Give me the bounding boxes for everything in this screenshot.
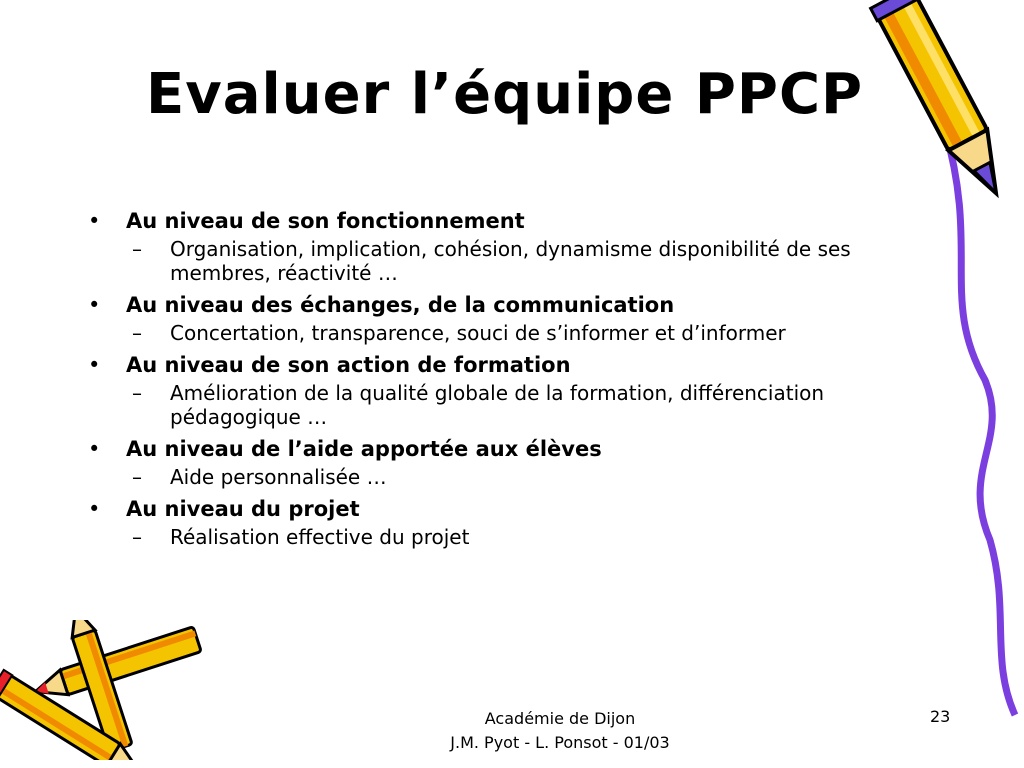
- bullet-heading: Au niveau de son action de formation: [126, 353, 571, 377]
- list-item: [88, 349, 928, 429]
- bullet-heading: Au niveau des échanges, de la communication: [126, 293, 675, 317]
- pencil-icon: [840, 0, 1024, 720]
- bullet-detail: Réalisation effective du projet: [170, 525, 470, 549]
- bullet-list: [88, 205, 928, 553]
- slide-title: Evaluer l’équipe PPCP: [146, 62, 864, 127]
- page-number: 23: [930, 707, 951, 726]
- list-item: [88, 289, 928, 345]
- bullet-marker: •: [88, 353, 101, 377]
- sub-bullet-marker: –: [132, 465, 142, 489]
- bullet-detail: Aide personnalisée …: [170, 465, 387, 489]
- sub-bullet-marker: –: [132, 525, 142, 549]
- footer-line-institution: Académie de Dijon: [484, 709, 636, 728]
- bullet-detail: Organisation, implication, cohésion, dynamisme disponibilité de ses membres, réactivité …: [170, 237, 851, 285]
- list-item: [88, 493, 928, 549]
- sub-bullet-marker: –: [132, 237, 142, 261]
- crossed-pencils-icon: [0, 620, 210, 760]
- list-item: [88, 205, 928, 285]
- bullet-marker: •: [88, 437, 101, 461]
- list-item: [88, 433, 928, 489]
- bullet-marker: •: [88, 293, 101, 317]
- bullet-heading: Au niveau du projet: [126, 497, 360, 521]
- footer-line-authors: J.M. Pyot - L. Ponsot - 01/03: [450, 733, 670, 752]
- bullet-marker: •: [88, 209, 101, 233]
- bullet-detail: Amélioration de la qualité globale de la formation, différenciation pédagogique …: [170, 381, 825, 429]
- bullet-detail: Concertation, transparence, souci de s’informer et d’informer: [170, 321, 786, 345]
- sub-bullet-marker: –: [132, 321, 142, 345]
- bullet-heading: Au niveau de son fonctionnement: [126, 209, 525, 233]
- bullet-marker: •: [88, 497, 101, 521]
- bullet-heading: Au niveau de l’aide apportée aux élèves: [126, 437, 602, 461]
- slide-footer: [400, 707, 720, 755]
- sub-bullet-marker: –: [132, 381, 142, 405]
